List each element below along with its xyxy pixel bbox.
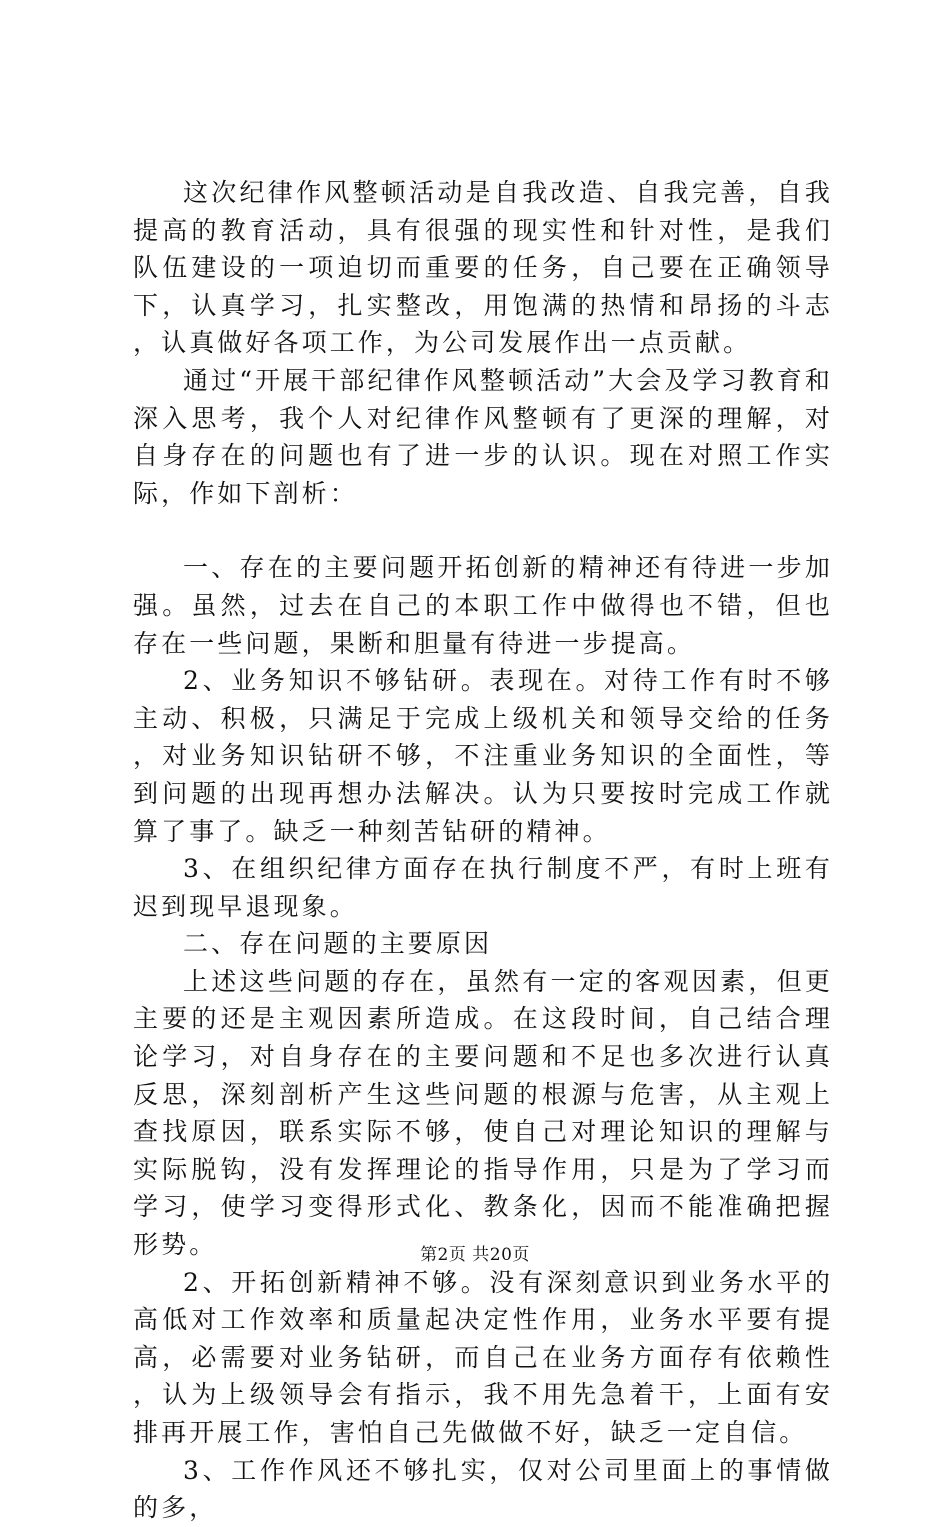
paragraph-intro: 这次纪律作风整顿活动是自我改造、自我完善，自我提高的教育活动，具有很强的现实性和针对性，是我们队伍建设的一项迫切而重要的任务，自己要在正确领导下，认真学习，扎实整改，用饱满的热情和昂扬的斗志，认真做好各项工作，为公司发展作出一点贡献。 (133, 178, 833, 358)
paragraph-cause-1: 上述这些问题的存在，虽然有一定的客观因素，但更主要的还是主观因素所造成。在这段时间，自己结合理论学习，对自身存在的主要问题和不足也多次进行认真反思，深刻剖析产生这些问题的根源与危害，从主观上查找原因，联系实际不够，使自己对理论知识的理解与实际脱钩，没有发挥理论的指导作用，只是为了学习而学习，使学习变得形式化、教条化，因而不能准确把握形势。 (133, 966, 833, 1260)
paragraph-reflection: 通过“开展干部纪律作风整顿活动”大会及学习教育和深入思考，我个人对纪律作风整顿有了更深的理解，对自身存在的问题也有了进一步的认识。现在对照工作实际，作如下剖析： (133, 365, 833, 508)
section-heading-causes: 二、存在问题的主要原因 (183, 929, 493, 959)
page-footer: 第2页 共20页 (420, 1245, 530, 1265)
paragraph-cause-3: 3、工作作风还不够扎实，仅对公司里面上的事情做的多， (133, 1455, 833, 1523)
paragraph-problem-3: 3、在组织纪律方面存在执行制度不严，有时上班有迟到现早退现象。 (133, 854, 833, 921)
paragraph-cause-2: 2、开拓创新精神不够。没有深刻意识到业务水平的高低对工作效率和质量起决定性作用，业务水平要有提高，必需要对业务钻研，而自己在业务方面存有依赖性，认为上级领导会有指示，我不用先急着干，上面有安排再开展工作，害怕自己先做做不好，缺乏一定自信。 (133, 1267, 833, 1447)
paragraph-problem-1: 一、存在的主要问题开拓创新的精神还有待进一步加强。虽然，过去在自己的本职工作中做得也不错，但也存在一些问题，果断和胆量有待进一步提高。 (133, 553, 833, 658)
paragraph-problem-2: 2、业务知识不够钻研。表现在。对待工作有时不够主动、积极，只满足于完成上级机关和领导交给的任务，对业务知识钻研不够，不注重业务知识的全面性，等到问题的出现再想办法解决。认为只要按时完成工作就算了事了。缺乏一种刻苦钻研的精神。 (133, 666, 833, 846)
document-body (133, 174, 833, 1527)
